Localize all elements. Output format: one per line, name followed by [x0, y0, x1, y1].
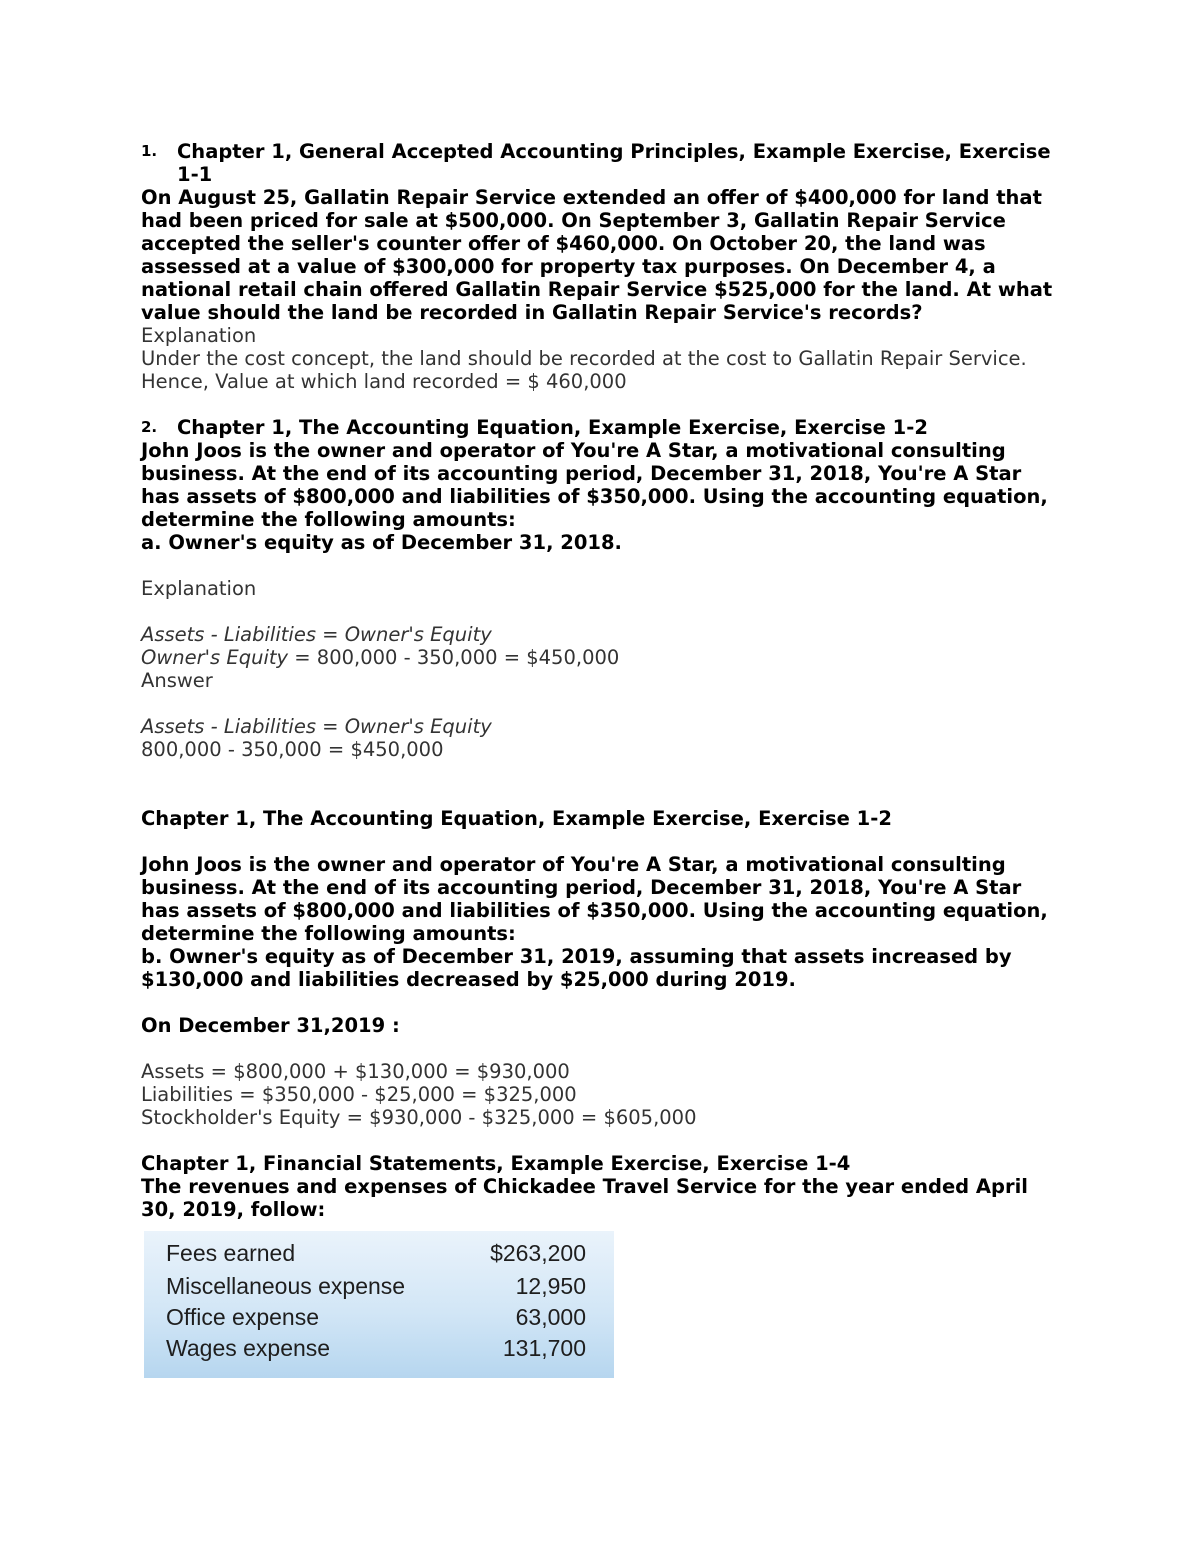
- table-row-value: $263,200: [490, 1240, 586, 1266]
- q4-title: Chapter 1, Financial Statements, Example Exercise, Exercise 1-4: [141, 1152, 851, 1175]
- q3-calc-line: Liabilities = $350,000 - $25,000 = $325,000: [141, 1083, 577, 1106]
- q3-title: Chapter 1, The Accounting Equation, Example Exercise, Exercise 1-2: [141, 807, 892, 830]
- q2-answer-calc: 800,000 - 350,000 = $450,000: [141, 738, 444, 761]
- q2-line: has assets of $800,000 and liabilities of $350,000. Using the accounting equation,: [141, 485, 1048, 508]
- table-row: [166, 1240, 586, 1267]
- q2-equity-term: Owner's Equity: [141, 646, 289, 669]
- q3-line: John Joos is the owner and operator of You're A Star, a motivational consulting: [141, 853, 1006, 876]
- q2-line: business. At the end of its accounting period, December 31, 2018, You're A Star: [141, 462, 1022, 485]
- q3-line: business. At the end of its accounting period, December 31, 2018, You're A Star: [141, 876, 1022, 899]
- q4-line: 30, 2019, follow:: [141, 1198, 326, 1221]
- q3-question: [141, 853, 1071, 991]
- q1-explanation-label: Explanation: [141, 324, 257, 347]
- q2-line: John Joos is the owner and operator of You're A Star, a motivational consulting: [141, 439, 1006, 462]
- revenue-expense-table: [144, 1231, 614, 1378]
- q2-number: 2.: [141, 418, 158, 436]
- q1-line: assessed at a value of $300,000 for property tax purposes. On December 4, a: [141, 255, 996, 278]
- q2-explanation-label: Explanation: [141, 577, 257, 600]
- table-row-label: Wages expense: [166, 1335, 331, 1361]
- q2-line: a. Owner's equity as of December 31, 2018.: [141, 531, 622, 554]
- table-row-label: Fees earned: [166, 1240, 296, 1266]
- q2-equity-calc: = 800,000 - 350,000 = $450,000: [288, 646, 620, 669]
- q1-explanation-line: Under the cost concept, the land should be recorded at the cost to Gallatin Repair Service.: [141, 347, 1027, 370]
- q3-line: $130,000 and liabilities decreased by $25,000 during 2019.: [141, 968, 796, 991]
- table-row: [166, 1335, 586, 1362]
- table-row-value: 131,700: [502, 1335, 586, 1361]
- q3-date-heading: On December 31,2019 :: [141, 1014, 400, 1037]
- table-row-label: Miscellaneous expense: [166, 1273, 406, 1299]
- q2-answer-label: Answer: [141, 669, 213, 692]
- q1-line: value should the land be recorded in Gallatin Repair Service's records?: [141, 301, 923, 324]
- table-row-value: 63,000: [515, 1304, 586, 1330]
- table-row-label: Office expense: [166, 1304, 320, 1330]
- q2-question: [141, 439, 1071, 554]
- q1-line: accepted the seller's counter offer of $460,000. On October 20, the land was: [141, 232, 986, 255]
- q1-question: [141, 186, 1071, 324]
- q2-equation-calc: [141, 646, 1071, 669]
- q4-line: The revenues and expenses of Chickadee Travel Service for the year ended April: [141, 1175, 1028, 1198]
- q2-heading: [141, 416, 1071, 439]
- q1-number: 1.: [141, 142, 158, 160]
- q2-line: determine the following amounts:: [141, 508, 516, 531]
- table-row: [166, 1273, 586, 1300]
- table-row-value: 12,950: [515, 1273, 586, 1299]
- q1-explanation-line: Hence, Value at which land recorded = $ 460,000: [141, 370, 627, 393]
- q1-title: Chapter 1, General Accepted Accounting Principles, Example Exercise, Exercise 1-1: [177, 140, 1051, 186]
- q3-calc-line: Stockholder's Equity = $930,000 - $325,000 = $605,000: [141, 1106, 697, 1129]
- document-body: [141, 140, 1071, 1221]
- q3-line: b. Owner's equity as of December 31, 2019, assuming that assets increased by: [141, 945, 1012, 968]
- q2-equation: Assets - Liabilities = Owner's Equity: [141, 623, 492, 646]
- q1-line: national retail chain offered Gallatin Repair Service $525,000 for the land. At what: [141, 278, 1053, 301]
- q3-calc-line: Assets = $800,000 + $130,000 = $930,000: [141, 1060, 570, 1083]
- q1-heading: [141, 140, 1071, 186]
- q2-title: Chapter 1, The Accounting Equation, Example Exercise, Exercise 1-2: [177, 416, 928, 439]
- table-row: [166, 1304, 586, 1331]
- q1-line: had been priced for sale at $500,000. On September 3, Gallatin Repair Service: [141, 209, 1006, 232]
- q3-line: determine the following amounts:: [141, 922, 516, 945]
- q2-answer-equation: Assets - Liabilities = Owner's Equity: [141, 715, 492, 738]
- q1-line: On August 25, Gallatin Repair Service extended an offer of $400,000 for land that: [141, 186, 1042, 209]
- q3-line: has assets of $800,000 and liabilities of $350,000. Using the accounting equation,: [141, 899, 1048, 922]
